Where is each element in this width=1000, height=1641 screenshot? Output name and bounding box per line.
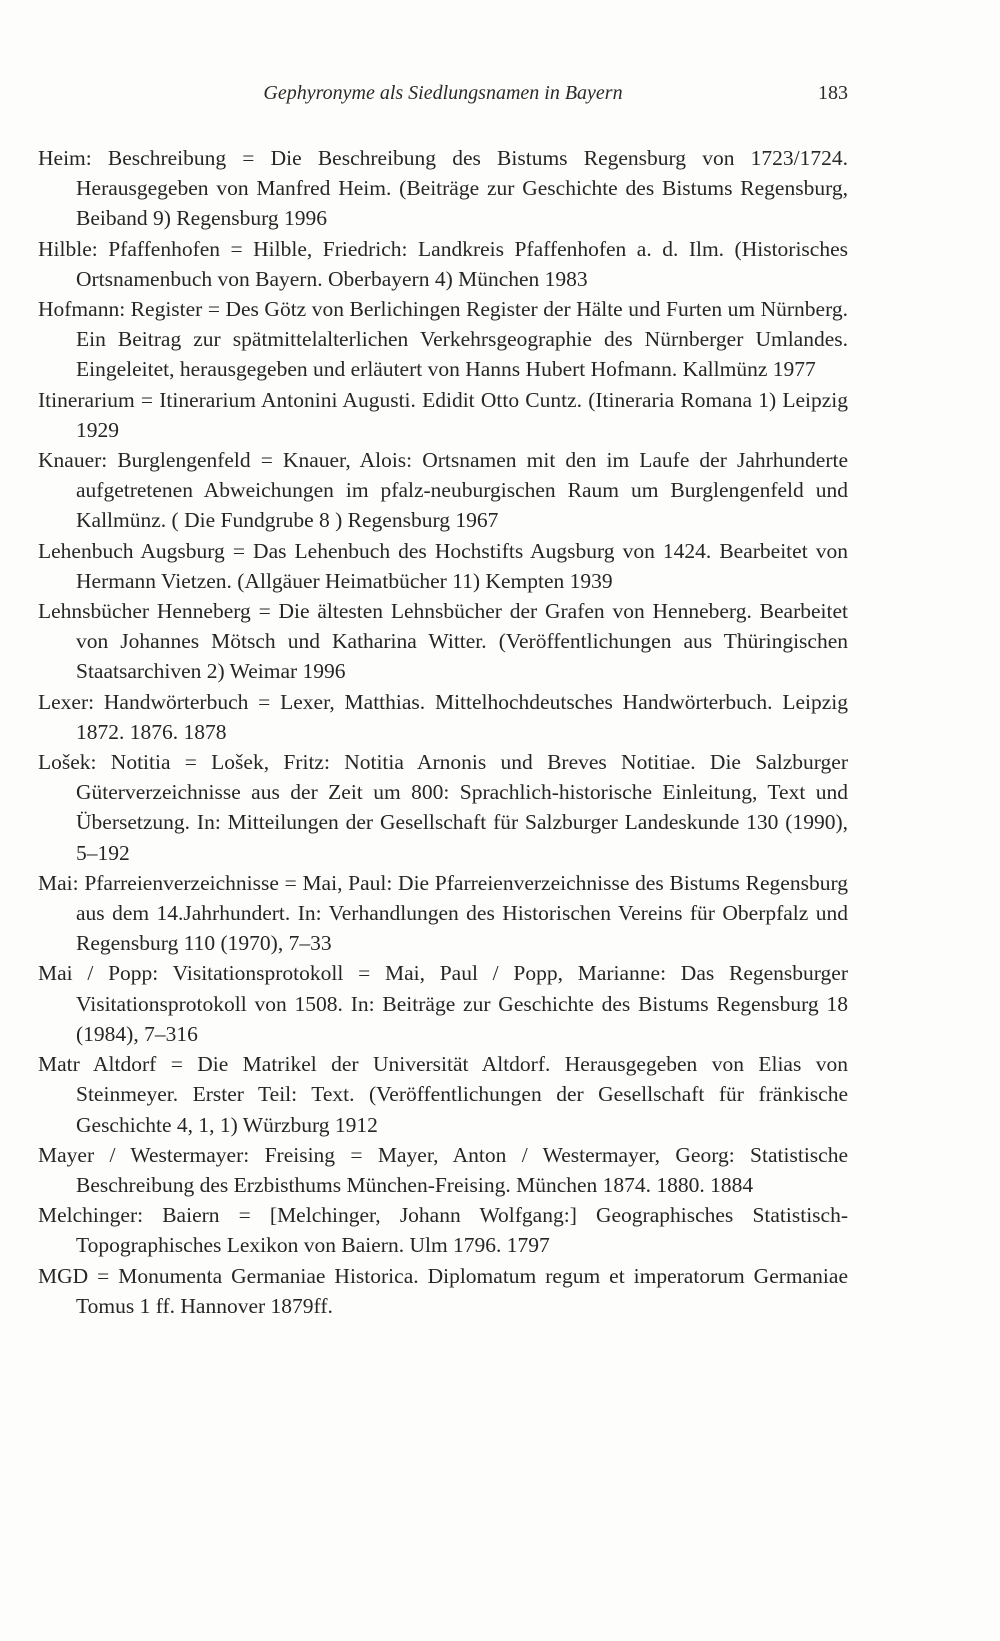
bibliography-entry: Itinerarium = Itinerarium Antonini Augusti. Edidit Otto Cuntz. (Itineraria Romana 1) Leipzig 1929: [38, 387, 848, 442]
running-head: [38, 82, 848, 112]
bibliography-entry: Knauer: Burglengenfeld = Knauer, Alois: Ortsnamen mit den im Laufe der Jahrhunderte aufgetretenen Abweichungen im pfalz-neuburgischen Raum um Burglengenfeld und Kallmünz. ( Die Fundgrube 8 ) Regensburg 1967: [38, 448, 848, 533]
bibliography-entry: Lošek: Notitia = Lošek, Fritz: Notitia Arnonis und Breves Notitiae. Die Salzburger Güterverzeichnisse aus der Zeit um 800: Sprachlich-historische Einleitung, Text und Übersetzung. In: Mitteilungen der Gesellschaft für Salzburger Landeskunde 130 (1990), 5–192: [38, 750, 848, 865]
bibliography-entry: Heim: Beschreibung = Die Beschreibung des Bistums Regensburg von 1723/1724. Herausgegeben von Manfred Heim. (Beiträge zur Geschichte des Bistums Regensburg, Beiband 9) Regensburg 1996: [38, 146, 848, 231]
bibliography-entry: MGD = Monumenta Germaniae Historica. Diplomatum regum et imperatorum Germaniae Tomus 1 ff. Hannover 1879ff.: [38, 1263, 848, 1318]
bibliography-entry: Hilble: Pfaffenhofen = Hilble, Friedrich: Landkreis Pfaffenhofen a. d. Ilm. (Historisches Ortsnamenbuch von Bayern. Oberbayern 4) München 1983: [38, 236, 848, 291]
bibliography-entry: Lehenbuch Augsburg = Das Lehenbuch des Hochstifts Augsburg von 1424. Bearbeitet von Hermann Vietzen. (Allgäuer Heimatbücher 11) Kempten 1939: [38, 538, 848, 593]
bibliography-entry: Melchinger: Baiern = [Melchinger, Johann Wolfgang:] Geographisches Statistisch-Topographisches Lexikon von Baiern. Ulm 1796. 1797: [38, 1203, 848, 1258]
bibliography-entry: Mai: Pfarreienverzeichnisse = Mai, Paul: Die Pfarreienverzeichnisse des Bistums Regensburg aus dem 14.Jahrhundert. In: Verhandlungen des Historischen Vereins für Oberpfalz und Regensburg 110 (1970), 7–33: [38, 870, 848, 956]
bibliography-entry: Mai / Popp: Visitationsprotokoll = Mai, Paul / Popp, Marianne: Das Regensburger Visitationsprotokoll von 1508. In: Beiträge zur Geschichte des Bistums Regensburg 18 (1984), 7–316: [38, 961, 848, 1046]
bibliography-entry: Lexer: Handwörterbuch = Lexer, Matthias. Mittelhochdeutsches Handwörterbuch. Leipzig 1872. 1876. 1878: [38, 689, 848, 744]
bibliography-entry: Mayer / Westermayer: Freising = Mayer, Anton / Westermayer, Georg: Statistische Beschreibung des Erzbisthums München-Freising. München 1874. 1880. 1884: [38, 1142, 848, 1197]
running-title: Gephyronyme als Siedlungsnamen in Bayern: [263, 82, 623, 104]
page-number: 183: [818, 82, 848, 104]
bibliography-entry: Matr Altdorf = Die Matrikel der Universität Altdorf. Herausgegeben von Elias von Steinmeyer. Erster Teil: Text. (Veröffentlichungen der Gesellschaft für fränkische Geschichte 4, 1, 1) Würzburg 1912: [38, 1052, 848, 1137]
bibliography-list: [38, 143, 848, 1321]
bibliography-entry: Lehnsbücher Henneberg = Die ältesten Lehnsbücher der Grafen von Henneberg. Bearbeitet von Johannes Mötsch und Katharina Witter. (Veröffentlichungen aus Thüringischen Staatsarchiven 2) Weimar 1996: [38, 599, 848, 684]
bibliography-entry: Hofmann: Register = Des Götz von Berlichingen Register der Hälte und Furten um Nürnberg. Ein Beitrag zur spätmittelalterlichen Verkehrsgeographie des Nürnberger Umlandes. Eingeleitet, herausgegeben und erläutert von Hanns Hubert Hofmann. Kallmünz 1977: [38, 297, 848, 382]
